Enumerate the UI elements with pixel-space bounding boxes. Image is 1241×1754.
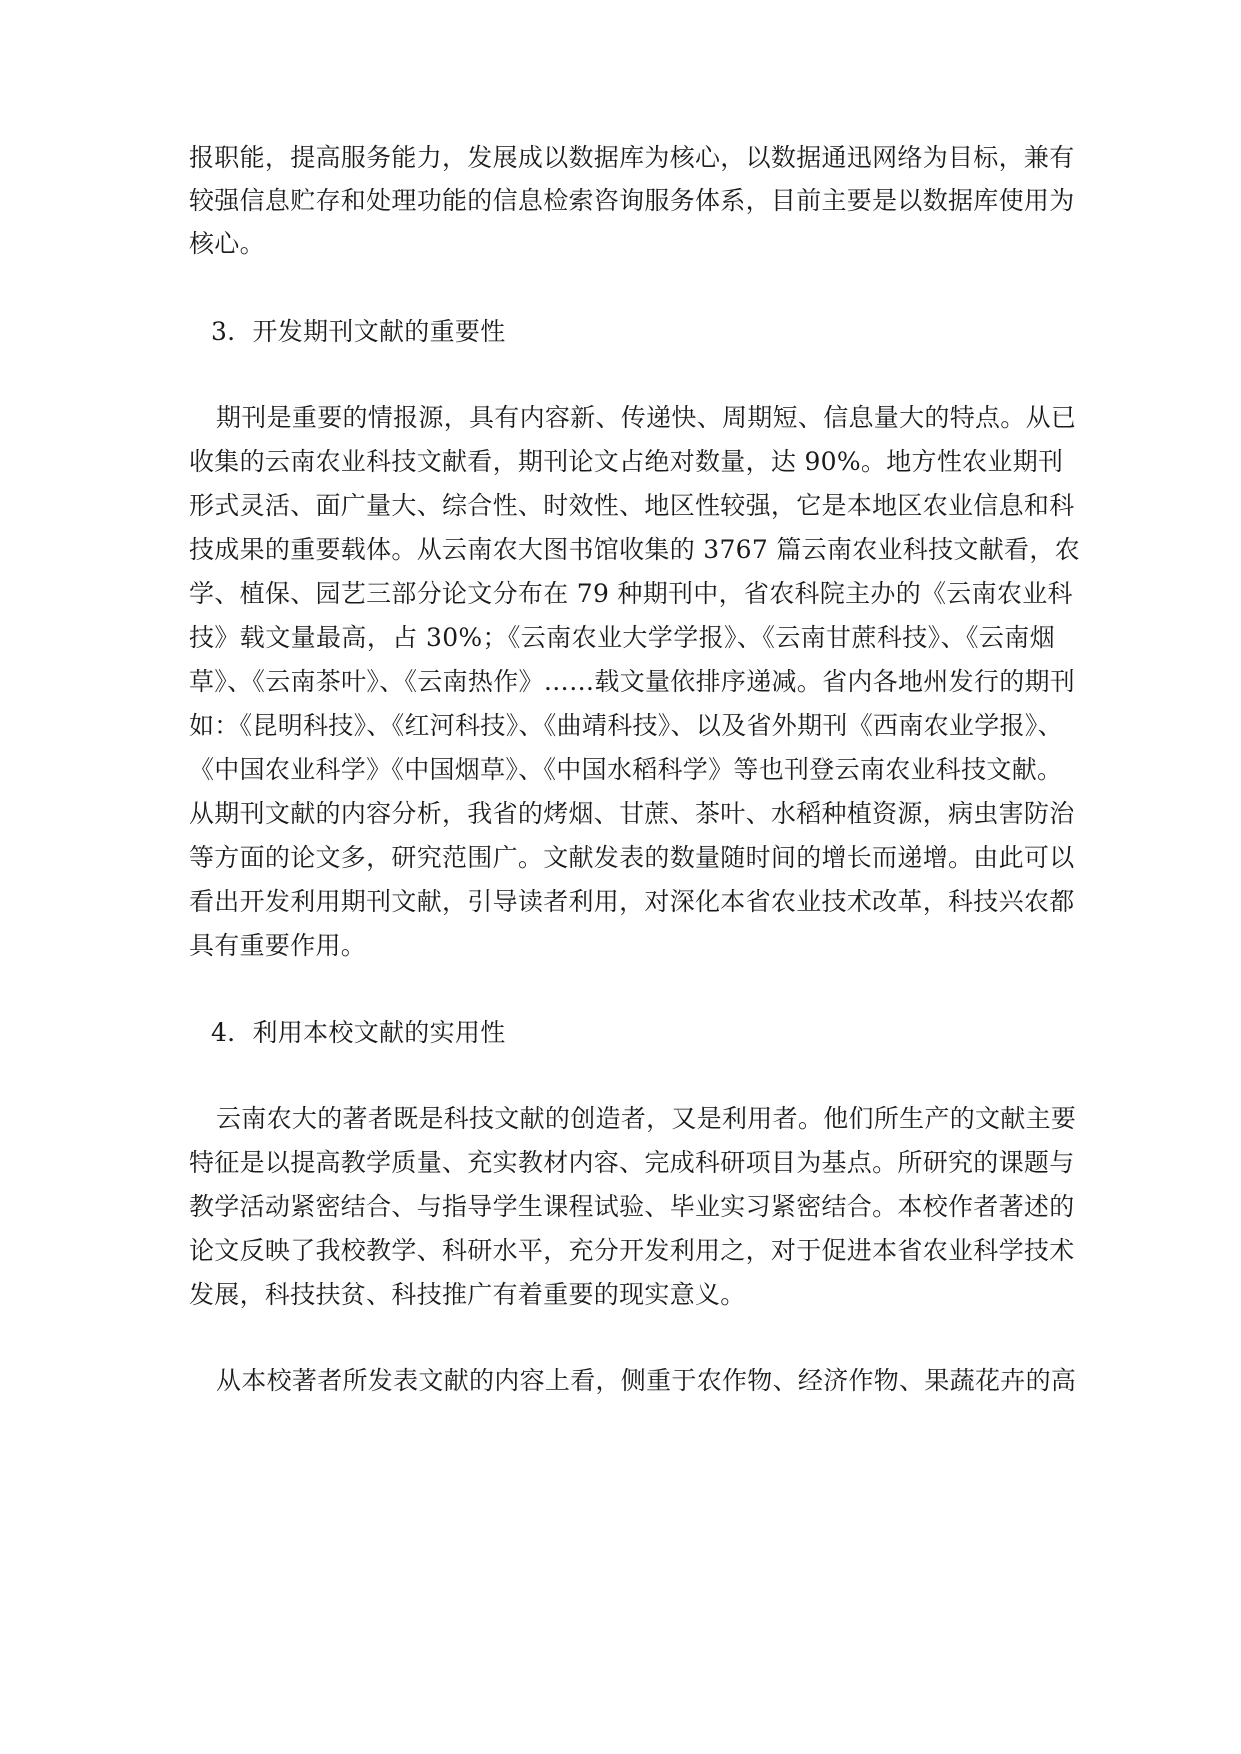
paragraph-3-line: 云南农大的著者既是科技文献的创造者，又是利用者。他们所生产的文献主要 xyxy=(216,1104,1077,1133)
paragraph-3-line: 发展，科技扶贫、科技推广有着重要的现实意义。 xyxy=(189,1280,746,1309)
paragraph-2-line: 草》、《云南茶叶》、《云南热作》……载文量依排序递减。省内各地州发行的期刊 xyxy=(189,667,1076,696)
paragraph-2-line: 如：《昆明科技》、《红河科技》、《曲靖科技》、以及省外期刊《西南农业学报》、 xyxy=(189,711,1063,740)
paragraph-3-line: 教学活动紧密结合、与指导学生课程试验、毕业实习紧密结合。本校作者著述的 xyxy=(189,1192,1075,1221)
paragraph-1-line: 较强信息贮存和处理功能的信息检索咨询服务体系，目前主要是以数据库使用为 xyxy=(189,186,1075,215)
document-page xyxy=(189,0,1080,1754)
paragraph-1-line: 报职能，提高服务能力，发展成以数据库为核心，以数据通迅网络为目标，兼有 xyxy=(189,143,1075,172)
paragraph-3-line: 论文反映了我校教学、科研水平，充分开发利用之，对于促进本省农业科学技术 xyxy=(189,1236,1075,1265)
paragraph-2-line: 技》载文量最高，占 30%；《云南农业大学学报》、《云南甘蔗科技》、《云南烟 xyxy=(189,623,1055,652)
paragraph-4-line: 从本校著者所发表文献的内容上看，侧重于农作物、经济作物、果蔬花卉的高 xyxy=(216,1366,1077,1395)
section-heading-4: 4．利用本校文献的实用性 xyxy=(211,1018,506,1047)
paragraph-1-line: 核心。 xyxy=(189,229,265,258)
paragraph-2-line: 从期刊文献的内容分析，我省的烤烟、甘蔗、茶叶、水稻种植资源，病虫害防治 xyxy=(189,799,1075,828)
paragraph-2-line: 期刊是重要的情报源，具有内容新、传递快、周期短、信息量大的特点。从已 xyxy=(216,403,1077,432)
paragraph-2-line: 看出开发利用期刊文献，引导读者利用，对深化本省农业技术改革，科技兴农都 xyxy=(189,887,1075,916)
paragraph-2-line: 形式灵活、面广量大、综合性、时效性、地区性较强，它是本地区农业信息和科 xyxy=(189,491,1075,520)
paragraph-3-line: 特征是以提高教学质量、充实教材内容、完成科研项目为基点。所研究的课题与 xyxy=(189,1148,1075,1177)
paragraph-2-line: 收集的云南农业科技文献看，期刊论文占绝对数量，达 90%。地方性农业期刊 xyxy=(189,447,1064,476)
paragraph-2-line: 等方面的论文多，研究范围广。文献发表的数量随时间的增长而递增。由此可以 xyxy=(189,843,1075,872)
paragraph-2-line: 具有重要作用。 xyxy=(189,931,367,960)
section-heading-3: 3．开发期刊文献的重要性 xyxy=(211,317,506,346)
paragraph-2-line: 学、植保、园艺三部分论文分布在 79 种期刊中，省农科院主办的《云南农业科 xyxy=(189,579,1073,608)
paragraph-2-line: 技成果的重要载体。从云南农大图书馆收集的 3767 篇云南农业科技文献看，农 xyxy=(189,535,1080,564)
paragraph-2-line: 《中国农业科学》《中国烟草》、《中国水稻科学》等也刊登云南农业科技文献。 xyxy=(189,755,1063,784)
